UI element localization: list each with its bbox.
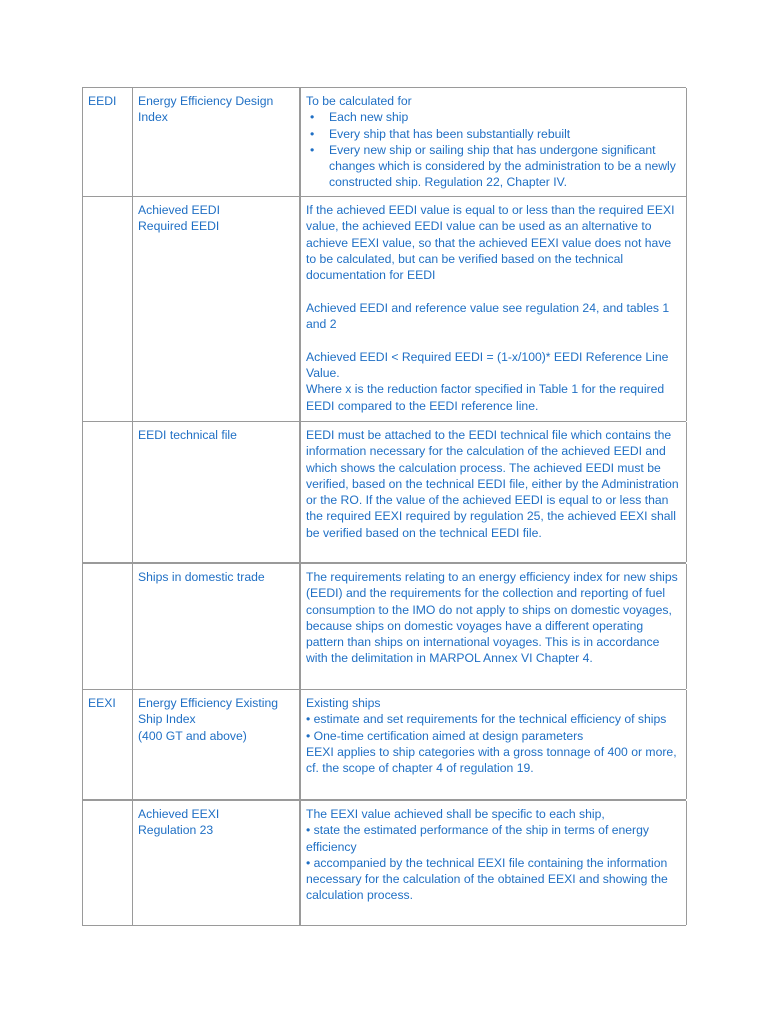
paragraph: Achieved EEDI and reference value see regulation 24, and tables 1 and 2	[306, 300, 670, 332]
topic-cell	[133, 801, 301, 925]
table-row	[82, 562, 686, 689]
topic-cell	[133, 564, 301, 689]
topic-cell	[133, 197, 301, 421]
description-cell	[301, 564, 687, 689]
table-row	[82, 87, 686, 196]
code-cell	[83, 564, 133, 689]
topic-line: Ships in domestic trade	[138, 570, 265, 584]
paragraph: EEDI must be attached to the EEDI technical file which contains the information necessary for the calculation of the achieved EEDI and which shows the calculation process. The achieved EEDI must be verified, based on the technical EEDI file, either by the Administration or the RO. If the value of the achieved EEDI is equal to or less than the required EEXI required by regulation 25, the achieved EEXI shall be verified based on the technical EEDI file.	[306, 428, 679, 540]
topic-line: EEDI technical file	[138, 428, 237, 442]
description-intro: To be calculated for	[306, 94, 412, 108]
code-cell: EEXI	[83, 690, 133, 799]
table-row	[82, 799, 686, 926]
bullet-item: • Every new ship or sailing ship that has undergone significant changes which is considered by the administration to be a newly constructed ship. Regulation 22, Chapter IV.	[306, 142, 681, 191]
description-cell	[301, 801, 687, 925]
topic-line: Energy Efficiency Existing	[138, 696, 278, 710]
description-cell	[301, 88, 687, 197]
table-row	[82, 196, 686, 421]
document-table	[82, 87, 686, 926]
paragraph: Achieved EEDI < Required EEDI = (1-x/100)* EEDI Reference Line Value.	[306, 349, 669, 380]
description-cell	[301, 197, 687, 421]
topic-line: (400 GT and above)	[138, 728, 247, 743]
code-cell	[83, 197, 133, 421]
code-cell: EEDI	[83, 88, 133, 197]
paragraph: EEXI applies to ship categories with a gross tonnage of 400 or more, cf. the scope of chapter 4 of regulation 19.	[306, 744, 677, 776]
description-cell	[301, 690, 687, 799]
topic-line: Regulation 23	[138, 823, 214, 838]
paragraph: The EEXI value achieved shall be specific to each ship,	[306, 807, 605, 821]
topic-line: Required EEDI	[138, 219, 220, 234]
topic-cell	[133, 690, 301, 799]
code-cell	[83, 422, 133, 562]
topic-line: Achieved EEXI	[138, 807, 220, 821]
bullet-item: • Each new ship	[306, 109, 681, 125]
paragraph: • estimate and set requirements for the technical efficiency of ships	[306, 712, 667, 727]
table-row	[82, 421, 686, 562]
topic-line: Achieved EEDI	[138, 203, 220, 217]
topic-cell	[133, 422, 301, 562]
paragraph: • One-time certification aimed at design parameters	[306, 728, 584, 743]
topic-line: Index	[138, 110, 168, 125]
topic-line: Ship Index	[138, 712, 196, 727]
paragraph: Existing ships	[306, 696, 381, 710]
description-cell	[301, 422, 687, 562]
topic-line: Energy Efficiency Design	[138, 94, 274, 108]
paragraph: The requirements relating to an energy efficiency index for new ships (EEDI) and the requirements for the collection and reporting of fuel consumption to the IMO do not apply to ships on domestic voyages, because ships on domestic voyages have a different operating pattern than ships on international voyages. This is in accordance with the delimitation in MARPOL Annex VI Chapter 4.	[306, 570, 678, 666]
table-row	[82, 689, 686, 799]
code-cell	[83, 801, 133, 925]
paragraph: • state the estimated performance of the ship in terms of energy efficiency	[306, 823, 649, 854]
topic-cell	[133, 88, 301, 197]
paragraph: • accompanied by the technical EEXI file containing the information necessary for the calculation of the obtained EEXI and showing the calculation process.	[306, 855, 668, 903]
paragraph: Where x is the reduction factor specified in Table 1 for the required EEDI compared to the EEDI reference line.	[306, 382, 665, 413]
bullet-item: • Every ship that has been substantially rebuilt	[306, 126, 681, 142]
paragraph: If the achieved EEDI value is equal to or less than the required EEXI value, the achieved EEDI value can be used as an alternative to achieve EEXI value, so that the achieved EEXI value does not have to be calculated, but can be verified based on the technical documentation for EEDI	[306, 203, 675, 283]
